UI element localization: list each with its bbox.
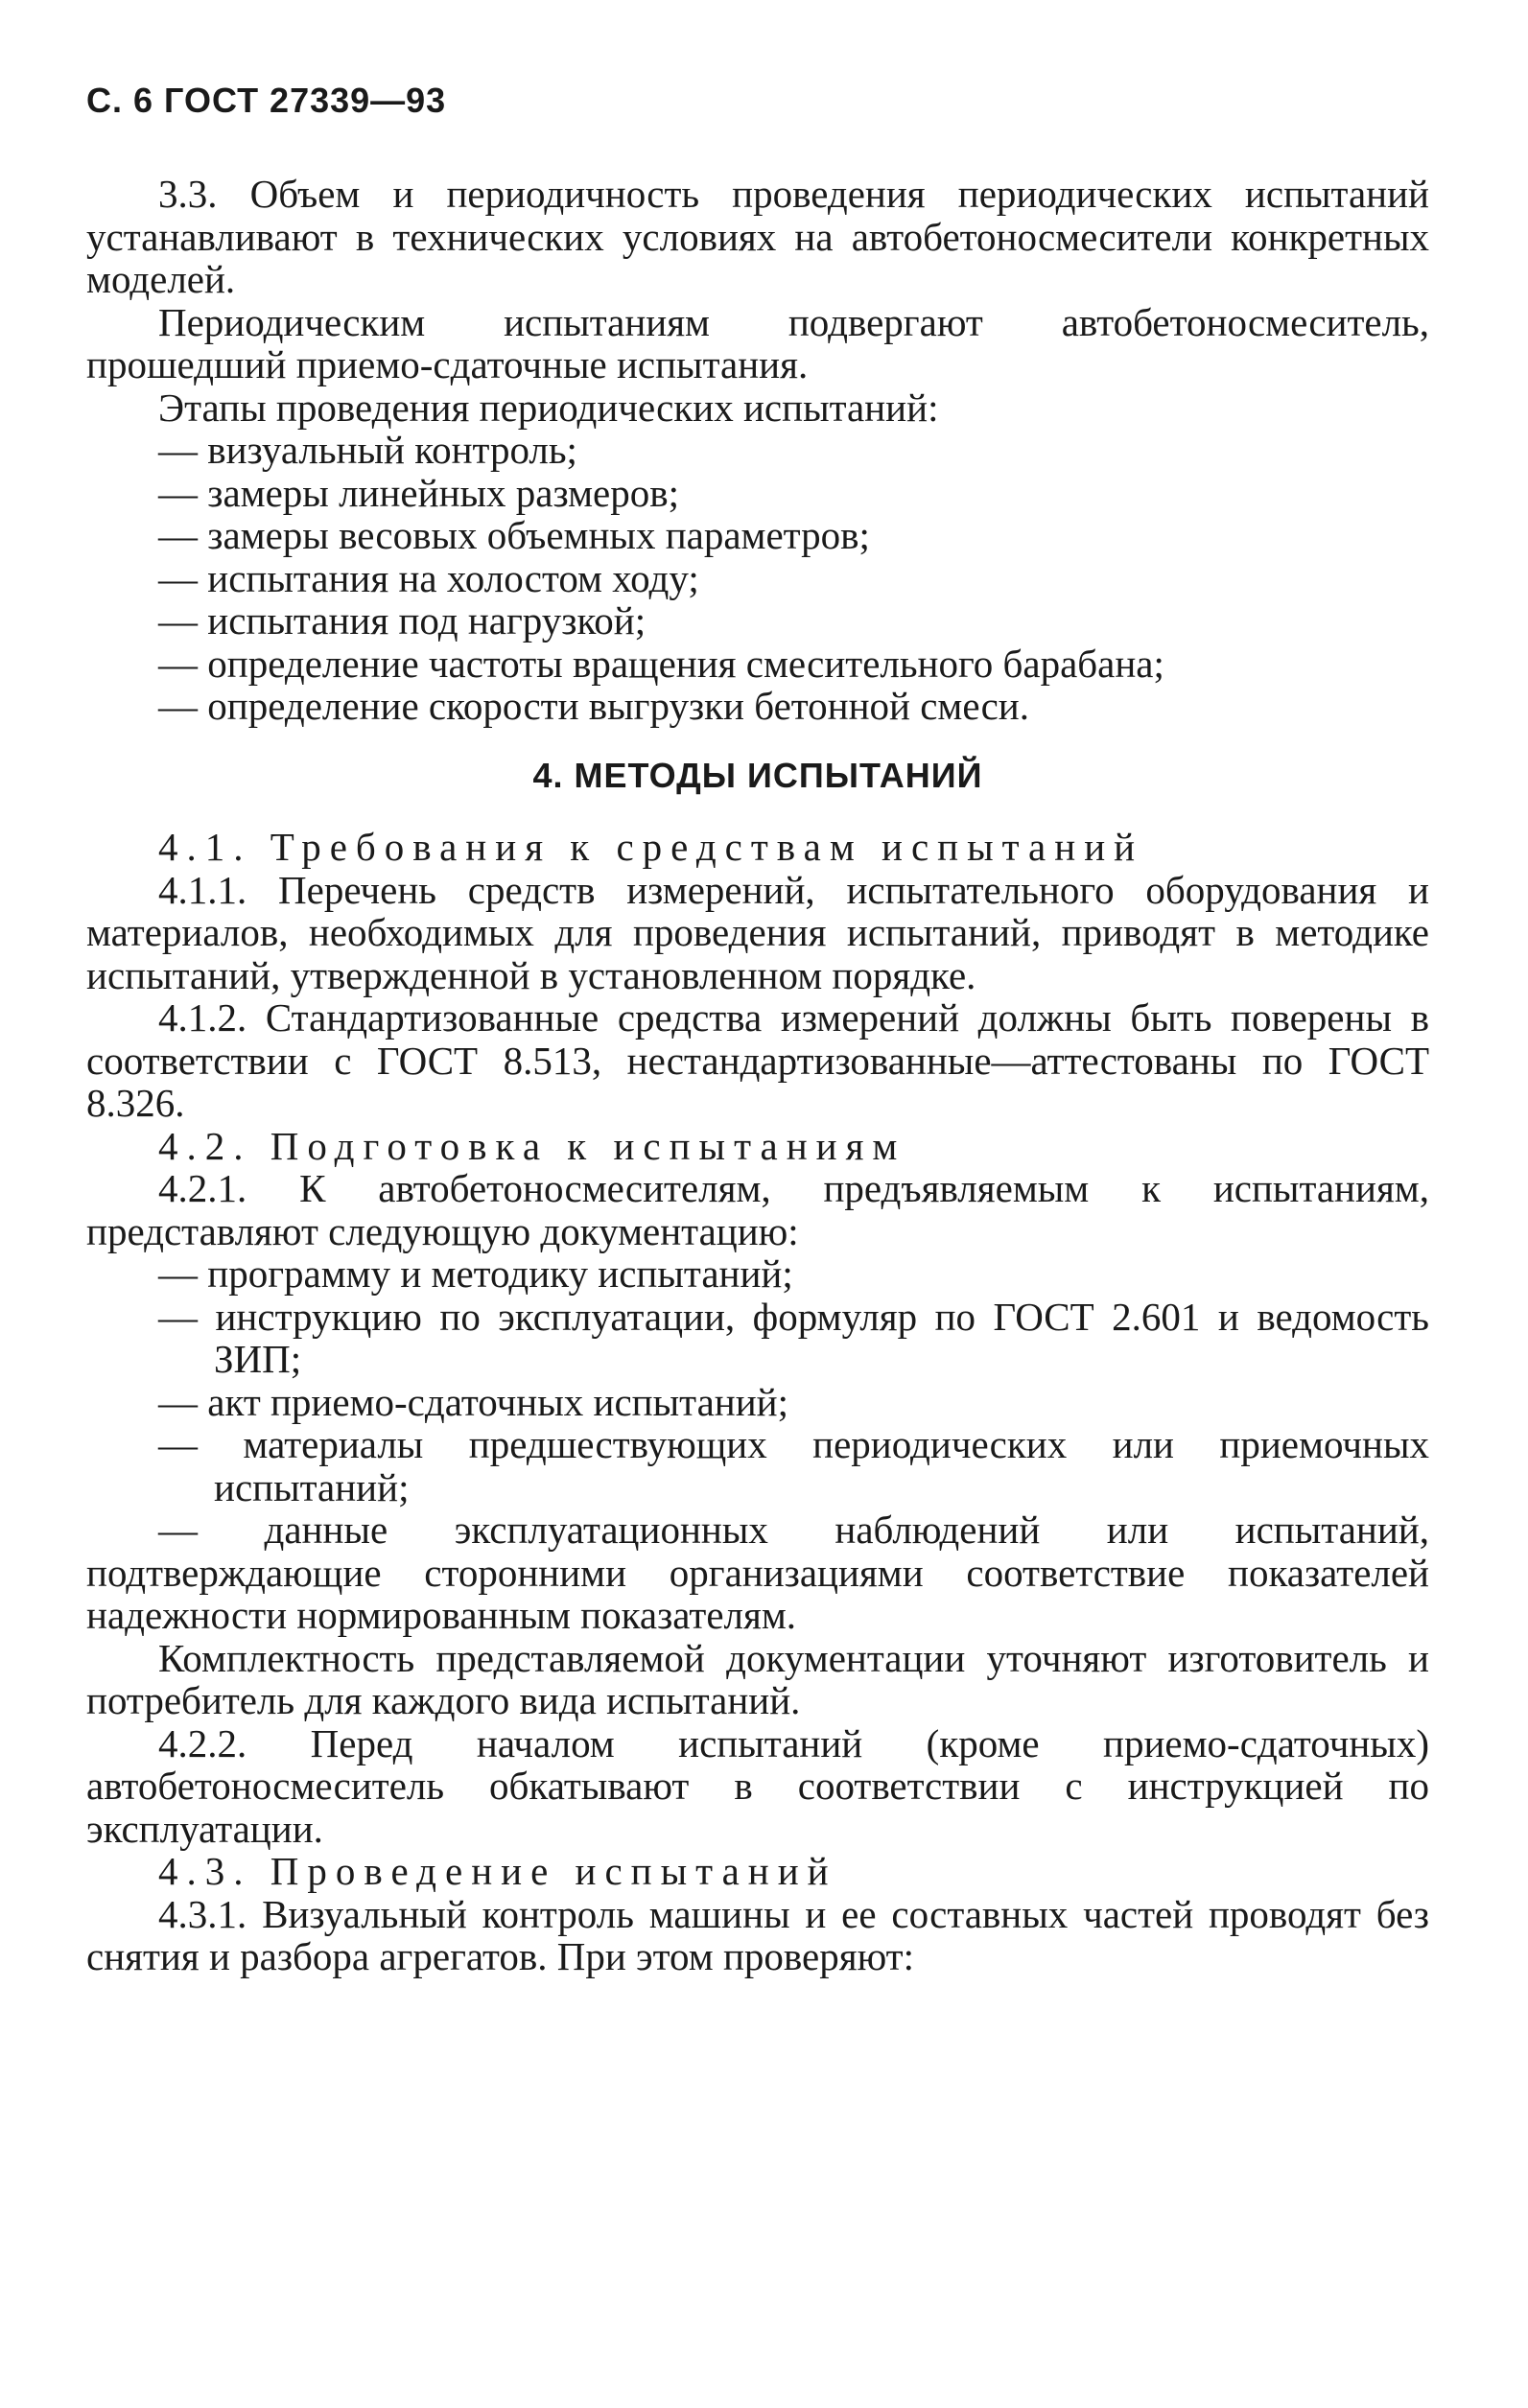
- list-item: — инструкцию по эксплуатации, формуляр по ГОСТ 2.601 и ведомость ЗИП;: [158, 1294, 1429, 1381]
- paragraph-stages-intro: Этапы проведения периодических испытаний:: [158, 385, 939, 430]
- paragraph-periodic-subject: Периодическим испытаниям подвергают автобетоносмеситель, прошедший приемо-сдаточные испытания.: [86, 299, 1429, 386]
- documents-list: [86, 1252, 1429, 1637]
- section-title: 4. МЕТОДЫ ИСПЫТАНИЙ: [532, 755, 983, 795]
- list-item: — акт приемо-сдаточных испытаний;: [158, 1379, 789, 1424]
- list-item: — испытания под нагрузкой;: [158, 598, 646, 643]
- subsection-heading-4-2: 4.2. Подготовка к испытаниям: [158, 1123, 906, 1168]
- list-item: — программу и методику испытаний;: [158, 1251, 793, 1296]
- document-body: [86, 173, 1429, 1978]
- subsection-heading-4-1: 4.1. Требования к средствам испытаний: [158, 825, 1144, 869]
- list-item: — материалы предшествующих периодических или приемочных испытаний;: [158, 1422, 1429, 1509]
- page-header: С. 6 ГОСТ 27339—93: [86, 81, 447, 120]
- paragraph-4-1-2: 4.1.2. Стандартизованные средства измерений должны быть поверены в соответствии с ГОСТ 8.513, нестандартизованные—аттестованы по ГОСТ 8.326.: [86, 995, 1429, 1125]
- paragraph-4-2-1: 4.2.1. К автобетоносмесителям, предъявляемым к испытаниям, представляют следующую документацию:: [86, 1166, 1429, 1253]
- subsection-heading-4-3: 4.3. Проведение испытаний: [158, 1849, 837, 1893]
- list-item: — визуальный контроль;: [158, 428, 577, 472]
- paragraph-4-3-1: 4.3.1. Визуальный контроль машины и ее составных частей проводят без снятия и разбора агрегатов. При этом проверяют:: [86, 1891, 1429, 1978]
- list-item: — испытания на холостом ходу;: [158, 555, 699, 600]
- list-item: — определение частоты вращения смесительного барабана;: [158, 641, 1164, 686]
- paragraph-4-1-1: 4.1.1. Перечень средств измерений, испытательного оборудования и материалов, необходимых для проведения испытаний, приводят в методике испытаний, утвержденной в установленном порядке.: [86, 867, 1429, 997]
- list-item: — замеры весовых объемных параметров;: [158, 513, 870, 557]
- list-item: — определение скорости выгрузки бетонной смеси.: [158, 684, 1029, 728]
- paragraph-3-3: 3.3. Объем и периодичность проведения периодических испытаний устанавливают в технических условиях на автобетоносмесители конкретных моделей.: [86, 172, 1429, 301]
- list-item: — замеры линейных размеров;: [158, 470, 680, 515]
- stages-list: [86, 429, 1429, 728]
- paragraph-4-2-2: 4.2.2. Перед началом испытаний (кроме приемо-сдаточных) автобетоносмеситель обкатывают в соответствии с инструкцией по эксплуатации.: [86, 1720, 1429, 1851]
- list-item: — данные эксплуатационных наблюдений или испытаний, подтверждающие сторонними организациями соответствие показателей надежности нормированным показателям.: [86, 1508, 1429, 1637]
- paragraph-completeness: Комплектность представляемой документации уточняют изготовитель и потребитель для каждого вида испытаний.: [86, 1635, 1429, 1722]
